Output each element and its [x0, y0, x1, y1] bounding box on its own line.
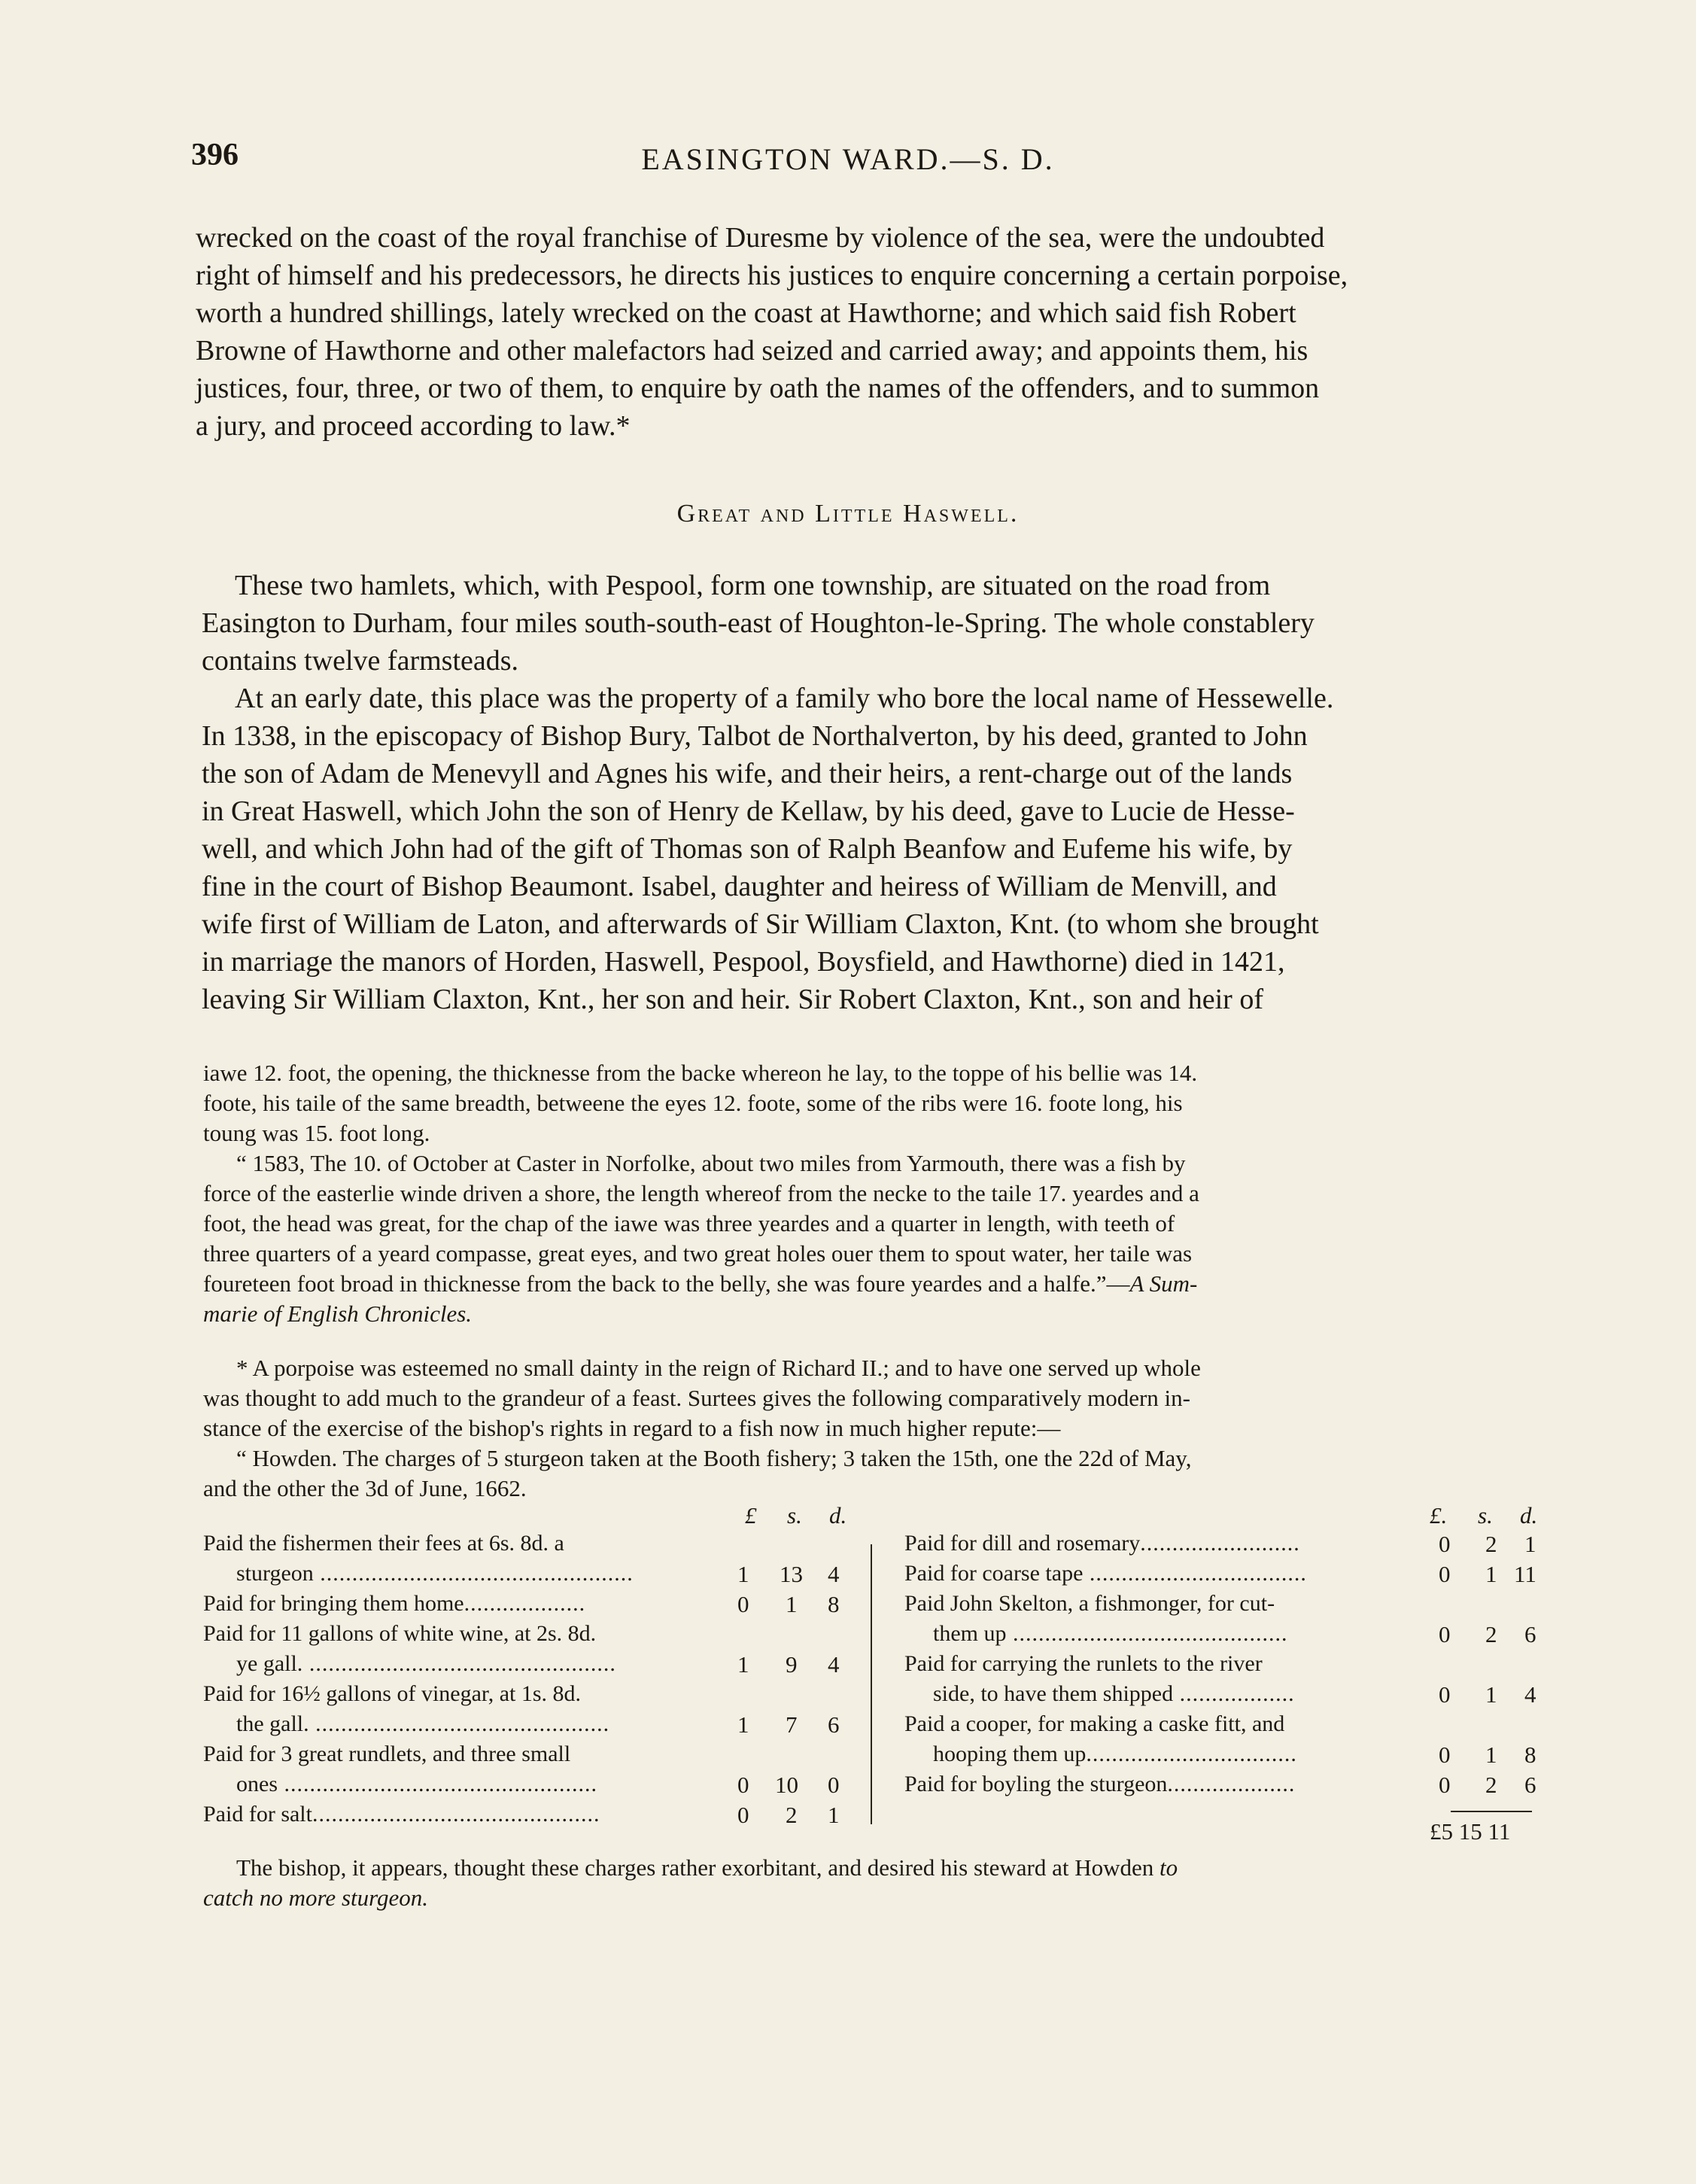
account-entry-label: Paid for salt [203, 1802, 312, 1827]
footnote-line: foot, the head was great, for the chap of the iawe was three yeardes and a quarter in length, with teeth of [203, 1210, 1175, 1236]
col-header-shillings: s. [787, 1502, 802, 1528]
footnote-line: “ Howden. The charges of 5 sturgeon taken at the Booth fishery; 3 taken the 15th, one the 22d of May, [236, 1445, 1192, 1471]
account-entry-label: hooping them up................................. [933, 1741, 1297, 1766]
body-line: wrecked on the coast of the royal franchise of Duresme by violence of the sea, were the undoubted [196, 222, 1325, 254]
amount-pounds: 0 [1439, 1681, 1451, 1708]
body-line: in marriage the manors of Horden, Haswell, Pespool, Boysfield, and Hawthorne) died in 1421, [202, 946, 1285, 978]
amount-shillings: 2 [786, 1802, 798, 1828]
closing-italic: to [1160, 1854, 1178, 1881]
footnote-line: iawe 12. foot, the opening, the thicknesse from the backe whereon he lay, to the toppe of his bellie was 14. [203, 1060, 1198, 1086]
amount-pence: 8 [828, 1591, 840, 1617]
account-entry-label: Paid for dill and rosemary......................... [904, 1531, 1300, 1556]
body-line: worth a hundred shillings, lately wrecked on the coast at Hawthorne; and which said fish Robert [196, 297, 1296, 329]
footnote-line: toung was 15. foot long. [203, 1120, 430, 1146]
closing-italic-line: catch no more sturgeon. [203, 1884, 429, 1911]
amount-pence: 11 [1514, 1561, 1536, 1587]
col-header-shillings: s. [1478, 1502, 1493, 1528]
body-line: justices, four, three, or two of them, to enquire by oath the names of the offenders, and to summon [196, 373, 1320, 404]
amount-pounds: 1 [737, 1651, 749, 1678]
amount-pounds: 1 [737, 1561, 749, 1587]
amount-pounds: 0 [737, 1802, 749, 1828]
col-header-pence: d. [1520, 1502, 1538, 1528]
total-rule [1451, 1811, 1532, 1812]
account-entry-label: side, to have them shipped [933, 1681, 1174, 1706]
account-entry-label: the gall. .............................................. [236, 1711, 610, 1736]
amount-pounds: 0 [1439, 1531, 1451, 1557]
amount-pence: 6 [1524, 1621, 1536, 1647]
footnote-line: foote, his taile of the same breadth, betweene the eyes 12. foote, some of the ribs were 16. foote long, his [203, 1090, 1183, 1116]
account-entry-label: Paid John Skelton, a fishmonger, for cut- [904, 1591, 1275, 1616]
running-title: EASINGTON WARD.—S. D. [641, 142, 1055, 176]
closing-text: The bishop, it appears, thought these charges rather exorbitant, and desired his steward at Howden [236, 1854, 1154, 1881]
amount-pounds: 0 [1439, 1772, 1451, 1798]
account-entry-label: side, to have them shipped .................. [933, 1681, 1295, 1706]
account-entry-label: the gall. [236, 1711, 309, 1736]
body-line: Easington to Durham, four miles south-south-east of Houghton-le-Spring. The whole constablery [202, 607, 1315, 639]
account-entry-label: ye gall. [236, 1651, 303, 1676]
col-header-pence: d. [829, 1502, 847, 1528]
body-line: wife first of William de Laton, and afterwards of Sir William Claxton, Knt. (to whom she brought [202, 908, 1319, 940]
account-entry-label: Paid for boyling the sturgeon.................... [904, 1772, 1296, 1796]
account-entry-label: Paid a cooper, for making a caske fitt, and [904, 1711, 1285, 1736]
account-entry-label: sturgeon [236, 1561, 314, 1586]
account-entry-label: Paid the fishermen their fees at 6s. 8d. a [203, 1531, 564, 1556]
footnote-line: and the other the 3d of June, 1662. [203, 1475, 527, 1501]
amount-pence: 6 [828, 1711, 840, 1738]
closing-line [236, 1854, 1178, 1881]
footnote-source-cont: marie of English Chronicles. [203, 1300, 473, 1327]
footnote-source: A Sum- [1129, 1270, 1198, 1297]
body-line: well, and which John had of the gift of Thomas son of Ralph Beanfow and Eufeme his wife, by [202, 833, 1293, 865]
amount-shillings: 1 [1485, 1741, 1497, 1768]
col-header-pounds: £. [1430, 1502, 1448, 1528]
amount-pence: 1 [1524, 1531, 1536, 1557]
amount-shillings: 2 [1485, 1531, 1497, 1557]
amount-pence: 4 [828, 1651, 840, 1678]
footnote-line: three quarters of a yeard compasse, great eyes, and two great holes ouer them to spout water, her taile was [203, 1240, 1193, 1267]
account-entry-label: Paid for 3 great rundlets, and three small [203, 1741, 571, 1766]
account-total: £5 15 11 [1430, 1818, 1511, 1845]
account-entry-label: Paid for bringing them home................... [203, 1591, 586, 1616]
col-header-pounds: £ [745, 1502, 757, 1528]
account-entry-label: sturgeon ................................................. [236, 1561, 634, 1586]
amount-shillings: 7 [786, 1711, 798, 1738]
body-line: a jury, and proceed according to law.* [196, 410, 631, 442]
account-entry-label: them up [933, 1621, 1007, 1646]
footnote-line: stance of the exercise of the bishop's rights in regard to a fish now in much higher repute:— [203, 1415, 1061, 1441]
amount-pence: 4 [828, 1561, 840, 1587]
amount-pounds: 0 [737, 1591, 749, 1617]
footnote-line: * A porpoise was esteemed no small dainty in the reign of Richard II.; and to have one served up whole [236, 1355, 1201, 1381]
amount-shillings: 1 [1485, 1561, 1497, 1587]
footnote-text: foureteen foot broad in thicknesse from the back to the belly, she was foure yeardes and a halfe.”— [203, 1270, 1130, 1297]
amount-pounds: 0 [1439, 1621, 1451, 1647]
account-entry-label: Paid for bringing them home [203, 1591, 464, 1616]
section-heading: Great and Little Haswell. [676, 500, 1020, 528]
account-entry-label: them up ........................................... [933, 1621, 1288, 1646]
body-line: contains twelve farmsteads. [202, 645, 519, 677]
account-entry-label: Paid for dill and rosemary [904, 1531, 1141, 1556]
footnote-line: was thought to add much to the grandeur of a feast. Surtees gives the following comparatively modern in- [203, 1385, 1190, 1411]
account-entry-label: hooping them up [933, 1741, 1087, 1766]
account-entry-label: Paid for 16½ gallons of vinegar, at 1s. 8d. [203, 1681, 582, 1706]
account-entry-label: Paid for coarse tape .................................. [904, 1561, 1307, 1586]
amount-pence: 1 [828, 1802, 840, 1828]
footnote-line: force of the easterlie winde driven a shore, the length whereof from the necke to the taile 17. yeardes and a [203, 1180, 1199, 1206]
account-entry-label: ye gall. ................................................ [236, 1651, 616, 1676]
body-line: in Great Haswell, which John the son of Henry de Kellaw, by his deed, gave to Lucie de Hesse- [202, 795, 1295, 827]
amount-shillings: 1 [786, 1591, 798, 1617]
account-entry-label: Paid for 11 gallons of white wine, at 2s. 8d. [203, 1621, 597, 1646]
amount-pounds: 0 [1439, 1561, 1451, 1587]
amount-pounds: 0 [737, 1772, 749, 1798]
account-entry-label: Paid for salt............................................. [203, 1802, 600, 1827]
amount-pence: 0 [828, 1772, 840, 1798]
amount-pence: 8 [1524, 1741, 1536, 1768]
column-divider [871, 1544, 872, 1824]
amount-pounds: 0 [1439, 1741, 1451, 1768]
body-line: fine in the court of Bishop Beaumont. Isabel, daughter and heiress of William de Menvill, and [202, 871, 1277, 902]
body-line: At an early date, this place was the property of a family who bore the local name of Hessewelle. [235, 683, 1334, 714]
body-line: right of himself and his predecessors, he directs his justices to enquire concerning a certain porpoise, [196, 260, 1348, 291]
page-number: 396 [191, 138, 239, 172]
amount-shillings: 9 [786, 1651, 798, 1678]
amount-shillings: 2 [1485, 1621, 1497, 1647]
body-line: leaving Sir William Claxton, Knt., her son and heir. Sir Robert Claxton, Knt., son and heir of [202, 984, 1263, 1015]
account-entry-label: ones ................................................. [236, 1772, 597, 1796]
account-entry-label: ones [236, 1772, 278, 1796]
account-entry-label: Paid for carrying the runlets to the river [904, 1651, 1263, 1676]
body-line: the son of Adam de Menevyll and Agnes his wife, and their heirs, a rent-charge out of the lands [202, 758, 1293, 789]
account-entry-label: Paid for boyling the sturgeon [904, 1772, 1168, 1796]
body-line: In 1338, in the episcopacy of Bishop Bury, Talbot de Northalverton, by his deed, granted to John [202, 720, 1308, 752]
account-entry-label: Paid for coarse tape [904, 1561, 1084, 1586]
amount-pounds: 1 [737, 1711, 749, 1738]
footnote-line [203, 1270, 1197, 1297]
footnote-line: “ 1583, The 10. of October at Caster in Norfolke, about two miles from Yarmouth, there was a fish by [236, 1150, 1186, 1176]
body-line: These two hamlets, which, with Pespool, form one township, are situated on the road from [235, 570, 1271, 601]
amount-pence: 4 [1524, 1681, 1536, 1708]
body-line: Browne of Hawthorne and other malefactors had seized and carried away; and appoints them, his [196, 335, 1308, 367]
amount-shillings: 10 [775, 1772, 798, 1798]
amount-pence: 6 [1524, 1772, 1536, 1798]
amount-shillings: 1 [1485, 1681, 1497, 1708]
amount-shillings: 13 [780, 1561, 803, 1587]
amount-shillings: 2 [1485, 1772, 1497, 1798]
